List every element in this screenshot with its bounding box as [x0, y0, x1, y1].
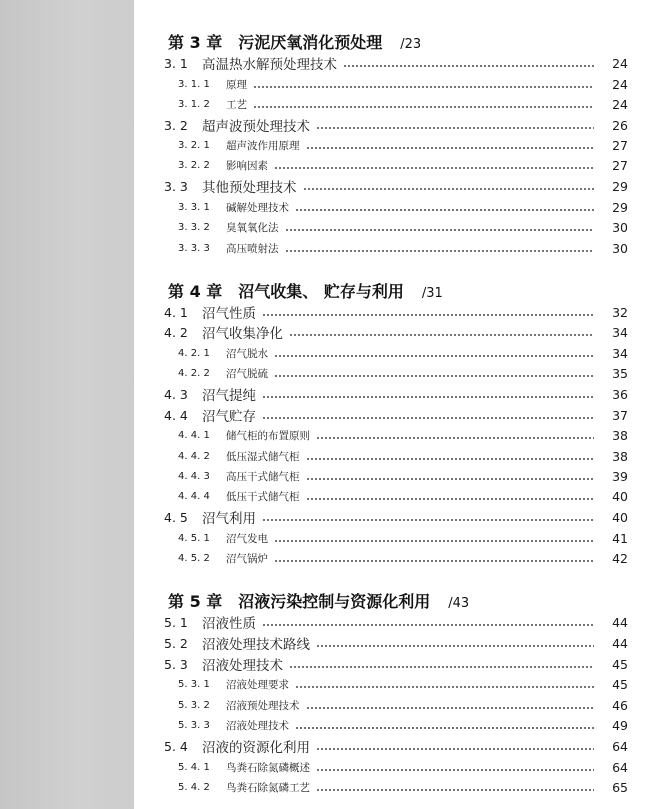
entry-number: 4. 4: [164, 407, 188, 423]
dot-leader: [343, 65, 594, 67]
entry-number: 3. 3. 1: [178, 201, 210, 213]
toc-entry[interactable]: [164, 736, 628, 756]
entry-number: 4. 4. 4: [178, 490, 210, 502]
entry-page: 40: [612, 509, 628, 525]
entry-page: 64: [612, 738, 628, 754]
entry-number: 4. 5. 2: [178, 552, 210, 564]
entry-title: 碱解处理技术: [226, 201, 289, 214]
toc-entry[interactable]: [164, 53, 628, 73]
chapter-heading: [168, 32, 421, 54]
entry-page: 49: [612, 717, 628, 733]
dot-leader: [316, 645, 594, 647]
entry-page: 45: [612, 656, 628, 672]
entry-number: 3. 2. 2: [178, 159, 210, 171]
entry-number: 5. 3. 1: [178, 678, 210, 690]
toc-entry[interactable]: [164, 757, 628, 777]
entry-title: 原理: [226, 78, 247, 91]
chapter-page-ref: /43: [448, 596, 470, 611]
chapter-title: 第 3 章 污泥厌氧消化预处理: [168, 33, 383, 52]
entry-title: 沼气性质: [202, 306, 256, 322]
entry-title: 低压湿式储气柜: [226, 450, 300, 463]
dot-leader: [285, 250, 595, 252]
chapter-title: 第 4 章 沼气收集、 贮存与利用: [168, 282, 404, 301]
entry-number: 4. 5. 1: [178, 532, 210, 544]
entry-page: 40: [612, 488, 628, 504]
dot-leader: [274, 560, 594, 562]
toc-entry[interactable]: [164, 654, 628, 674]
entry-number: 5. 2: [164, 635, 188, 651]
toc-entry[interactable]: [164, 363, 628, 383]
entry-title: 沼液处理技术: [202, 658, 283, 674]
entry-title: 高压干式储气柜: [226, 470, 300, 483]
entry-number: 3. 2. 1: [178, 139, 210, 151]
entry-number: 5. 3. 2: [178, 699, 210, 711]
dot-leader: [316, 437, 594, 439]
entry-page: 46: [612, 697, 628, 713]
entry-number: 4. 2. 1: [178, 347, 210, 359]
toc-entry[interactable]: [164, 486, 628, 506]
entry-title: 鸟粪石除氮磷概述: [226, 761, 310, 774]
entry-number: 4. 4. 2: [178, 450, 210, 462]
dot-leader: [306, 707, 595, 709]
entry-page: 64: [612, 759, 628, 775]
entry-page: 44: [612, 635, 628, 651]
toc-entry[interactable]: [164, 633, 628, 653]
entry-number: 3. 3. 2: [178, 221, 210, 233]
entry-title: 工艺: [226, 98, 247, 111]
entry-title: 沼液的资源化利用: [202, 740, 310, 756]
entry-title: 超声波预处理技术: [202, 119, 310, 135]
entry-number: 5. 3. 3: [178, 719, 210, 731]
entry-title: 沼液处理技术路线: [202, 637, 310, 653]
entry-page: 34: [612, 324, 628, 340]
entry-page: 26: [612, 117, 628, 133]
entry-number: 4. 3: [164, 386, 188, 402]
toc-entry[interactable]: [164, 155, 628, 175]
toc-entry[interactable]: [164, 674, 628, 694]
entry-page: 32: [612, 304, 628, 320]
toc-entry[interactable]: [164, 384, 628, 404]
dot-leader: [316, 748, 594, 750]
entry-page: 42: [612, 550, 628, 566]
entry-title: 高温热水解预处理技术: [202, 57, 337, 73]
entry-page: 24: [612, 76, 628, 92]
entry-page: 30: [612, 240, 628, 256]
toc-entry[interactable]: [164, 135, 628, 155]
chapter-page-ref: /31: [421, 286, 443, 301]
entry-number: 3. 3. 3: [178, 242, 210, 254]
toc-entry[interactable]: [164, 302, 628, 322]
toc-entry[interactable]: [164, 176, 628, 196]
entry-title: 沼气收集净化: [202, 326, 283, 342]
entry-page: 38: [612, 427, 628, 443]
toc-entry[interactable]: [164, 115, 628, 135]
entry-number: 5. 4. 2: [178, 781, 210, 793]
entry-title: 沼液预处理技术: [226, 699, 300, 712]
entry-number: 3. 1: [164, 55, 188, 71]
toc-entry[interactable]: [164, 612, 628, 632]
toc-entry[interactable]: [164, 343, 628, 363]
entry-title: 沼气脱硫: [226, 367, 268, 380]
entry-title: 沼气发电: [226, 532, 268, 545]
dot-leader: [316, 127, 594, 129]
entry-page: 37: [612, 407, 628, 423]
chapter-page-ref: /23: [400, 37, 422, 52]
entry-number: 4. 2. 2: [178, 367, 210, 379]
toc-entry[interactable]: [164, 238, 628, 258]
toc-entry[interactable]: [164, 548, 628, 568]
chapter-title: 第 5 章 沼液污染控制与资源化利用: [168, 592, 431, 611]
entry-title: 超声波作用原理: [226, 139, 300, 152]
chapter-heading: [168, 591, 469, 613]
entry-page: 27: [612, 157, 628, 173]
entry-title: 沼气提纯: [202, 388, 256, 404]
entry-title: 沼液性质: [202, 616, 256, 632]
entry-title: 低压干式储气柜: [226, 490, 300, 503]
entry-title: 臭氧氧化法: [226, 221, 279, 234]
chapter-heading: [168, 281, 443, 303]
dot-leader: [285, 229, 595, 231]
dot-leader: [306, 498, 595, 500]
entry-page: 41: [612, 530, 628, 546]
entry-number: 5. 3: [164, 656, 188, 672]
dot-leader: [274, 355, 594, 357]
entry-page: 65: [612, 779, 628, 795]
entry-title: 其他预处理技术: [202, 180, 297, 196]
entry-number: 4. 2: [164, 324, 188, 340]
dot-leader: [289, 334, 594, 336]
toc-page: [134, 0, 656, 809]
toc-entry[interactable]: [164, 777, 628, 797]
entry-page: 27: [612, 137, 628, 153]
dot-leader: [262, 624, 594, 626]
dot-leader: [316, 769, 594, 771]
dot-leader: [295, 209, 594, 211]
entry-number: 4. 4. 1: [178, 429, 210, 441]
toc-entry[interactable]: [164, 507, 628, 527]
entry-page: 36: [612, 386, 628, 402]
dot-leader: [306, 478, 595, 480]
entry-number: 4. 5: [164, 509, 188, 525]
dot-leader: [316, 789, 594, 791]
dot-leader: [262, 396, 594, 398]
entry-page: 45: [612, 676, 628, 692]
toc-entry[interactable]: [164, 405, 628, 425]
entry-number: 3. 1. 1: [178, 78, 210, 90]
entry-number: 3. 1. 2: [178, 98, 210, 110]
dot-leader: [262, 417, 594, 419]
dot-leader: [303, 188, 595, 190]
entry-title: 储气柜的布置原则: [226, 429, 310, 442]
entry-page: 29: [612, 199, 628, 215]
toc-entry[interactable]: [164, 528, 628, 548]
entry-page: 24: [612, 55, 628, 71]
toc-entry[interactable]: [164, 217, 628, 237]
entry-page: 38: [612, 448, 628, 464]
dot-leader: [306, 147, 595, 149]
entry-title: 沼液处理要求: [226, 678, 289, 691]
toc-entry[interactable]: [164, 446, 628, 466]
entry-title: 沼气脱水: [226, 347, 268, 360]
entry-number: 4. 1: [164, 304, 188, 320]
toc-entry[interactable]: [164, 74, 628, 94]
dot-leader: [295, 727, 594, 729]
entry-number: 5. 4. 1: [178, 761, 210, 773]
entry-page: 44: [612, 614, 628, 630]
entry-page: 29: [612, 178, 628, 194]
entry-number: 5. 1: [164, 614, 188, 630]
entry-page: 35: [612, 365, 628, 381]
entry-page: 24: [612, 96, 628, 112]
toc-entry[interactable]: [164, 715, 628, 735]
dot-leader: [274, 167, 594, 169]
toc-entry[interactable]: [164, 425, 628, 445]
entry-page: 39: [612, 468, 628, 484]
entry-title: 沼液处理技术: [226, 719, 289, 732]
entry-page: 34: [612, 345, 628, 361]
entry-title: 沼气锅炉: [226, 552, 268, 565]
entry-page: 30: [612, 219, 628, 235]
dot-leader: [253, 106, 594, 108]
entry-number: 5. 4: [164, 738, 188, 754]
entry-number: 4. 4. 3: [178, 470, 210, 482]
dot-leader: [274, 540, 594, 542]
entry-title: 影响因素: [226, 159, 268, 172]
dot-leader: [253, 86, 594, 88]
entry-title: 鸟粪石除氮磷工艺: [226, 781, 310, 794]
toc-entry[interactable]: [164, 197, 628, 217]
dot-leader: [306, 458, 595, 460]
entry-title: 高压喷射法: [226, 242, 279, 255]
toc-entry[interactable]: [164, 322, 628, 342]
toc-entry[interactable]: [164, 695, 628, 715]
toc-entry[interactable]: [164, 466, 628, 486]
dot-leader: [262, 519, 594, 521]
book-spine-shadow: [0, 0, 134, 809]
dot-leader: [274, 375, 594, 377]
dot-leader: [289, 666, 594, 668]
dot-leader: [295, 686, 594, 688]
entry-number: 3. 2: [164, 117, 188, 133]
entry-number: 3. 3: [164, 178, 188, 194]
toc-entry[interactable]: [164, 94, 628, 114]
dot-leader: [262, 314, 594, 316]
entry-title: 沼气贮存: [202, 409, 256, 425]
entry-title: 沼气利用: [202, 511, 256, 527]
